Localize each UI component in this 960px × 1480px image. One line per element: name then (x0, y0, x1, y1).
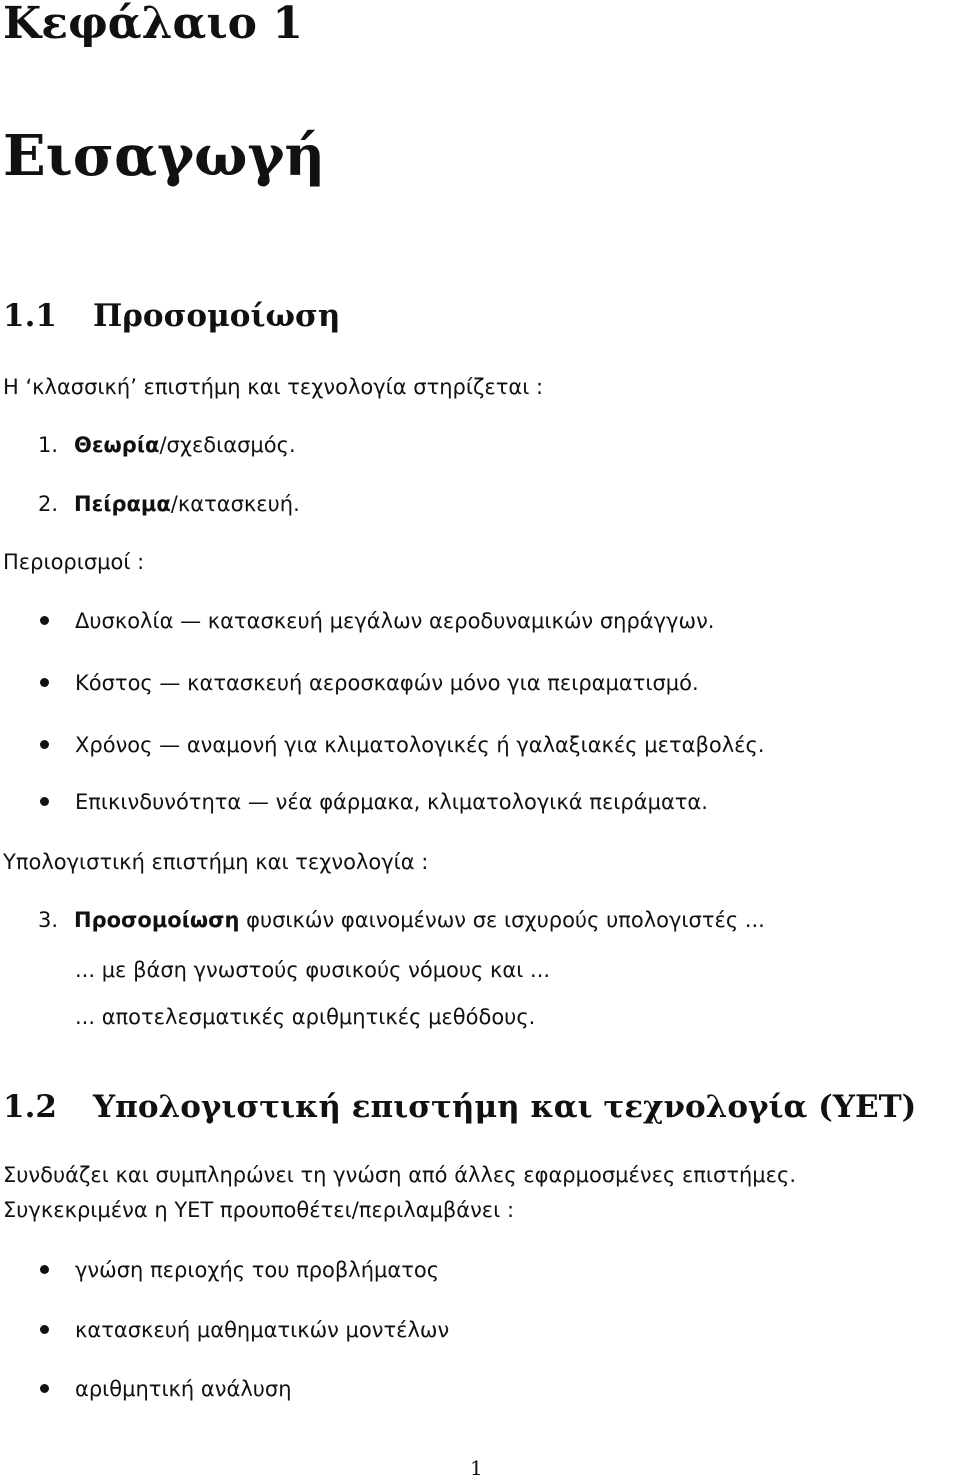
list-item (40, 606, 714, 636)
list-item-text: γνώση περιοχής του προβλήματος (75, 1258, 440, 1282)
limits-label: Περιορισμοί : (3, 550, 145, 574)
list-item (40, 668, 699, 698)
enum-item-theory (38, 430, 296, 460)
enum-bold-term: Πείραμα (74, 492, 171, 516)
bullet-icon (40, 678, 49, 687)
list-item (40, 1315, 449, 1345)
continuation-line: ... με βάση γνωστούς φυσικούς νόμους και ... (75, 958, 551, 982)
enum-marker: 2. (38, 492, 59, 516)
section-title: Υπολογιστική επιστήμη και τεχνολογία (ΥΕΤ) (93, 1089, 917, 1125)
list-item (40, 1374, 292, 1404)
enum-item-experiment (38, 489, 300, 519)
section-2-paragraph: Συνδυάζει και συμπληρώνει τη γνώση από άλλες εφαρμοσμένες επιστήμες. (3, 1163, 797, 1187)
cse-label: Υπολογιστική επιστήμη και τεχνολογία : (3, 850, 429, 874)
list-item-text: Δυσκολία — κατασκευή μεγάλων αεροδυναμικών σηράγγων. (75, 609, 715, 633)
bullet-icon (40, 1325, 49, 1334)
list-item-text: αριθμητική ανάλυση (75, 1377, 292, 1401)
enum-marker: 1. (38, 433, 59, 457)
section-number: 1.2 (3, 1089, 57, 1125)
page-number: 1 (470, 1456, 483, 1480)
continuation-line: ... αποτελεσματικές αριθμητικές μεθόδους. (75, 1005, 536, 1029)
bullet-icon (40, 1265, 49, 1274)
bullet-icon (40, 1384, 49, 1393)
section-number: 1.1 (3, 298, 57, 334)
enum-rest-text: /κατασκευή. (170, 492, 300, 516)
bullet-icon (40, 740, 49, 749)
list-item (40, 787, 708, 817)
enum-marker: 3. (38, 908, 59, 932)
section-1-2-heading (3, 1087, 916, 1127)
chapter-label: Κεφάλαιο 1 (3, 0, 303, 49)
chapter-title: Εισαγωγή (3, 123, 326, 189)
list-item-text: Κόστος — κατασκευή αεροσκαφών μόνο για πειραματισμό. (75, 671, 699, 695)
list-item-text: Επικινδυνότητα — νέα φάρμακα, κλιματολογικά πειράματα. (75, 790, 708, 814)
list-item (40, 730, 765, 760)
section-2-paragraph: Συγκεκριμένα η ΥΕΤ προυποθέτει/περιλαμβάνει : (3, 1198, 515, 1222)
section-1-1-heading (3, 296, 340, 336)
list-item-text: Χρόνος — αναμονή για κλιματολογικές ή γαλαξιακές μεταβολές. (75, 733, 765, 757)
enum-bold-term: Θεωρία (74, 433, 160, 457)
bullet-icon (40, 797, 49, 806)
enum-rest-text: φυσικών φαινομένων σε ισχυρούς υπολογιστές ... (239, 908, 765, 932)
bullet-icon (40, 616, 49, 625)
enum-bold-term: Προσομοίωση (74, 908, 240, 932)
section-title: Προσομοίωση (93, 298, 341, 334)
enum-rest-text: /σχεδιασμός. (159, 433, 296, 457)
list-item (40, 1255, 439, 1285)
intro-paragraph: Η ‘κλασσική’ επιστήμη και τεχνολογία στηρίζεται : (3, 375, 544, 399)
enum-item-simulation (38, 905, 765, 935)
list-item-text: κατασκευή μαθηματικών μοντέλων (75, 1318, 450, 1342)
